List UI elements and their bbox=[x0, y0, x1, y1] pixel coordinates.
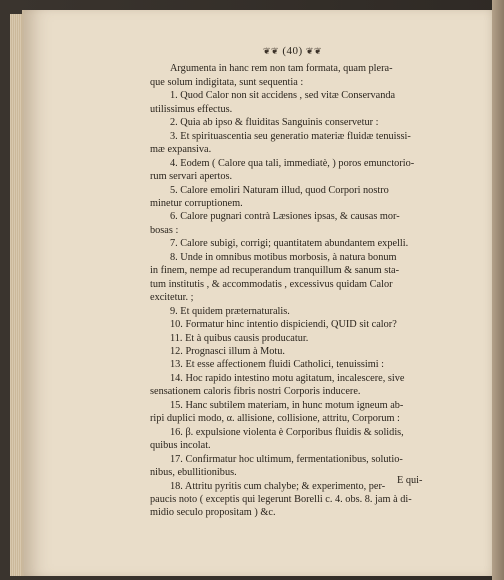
text-line: 16. β. expulsione violenta è Corporibus fluidis & solidis, bbox=[170, 426, 404, 438]
text-line: 4. Eodem ( Calore qua tali, immediatè, ) poros emunctorio- bbox=[170, 157, 415, 169]
text-line: ripi duplici modo, α. allisione, collisione, attritu, Corporum : bbox=[150, 413, 400, 425]
text-line: quibus incolat. bbox=[150, 440, 211, 452]
text-line: 18. Attritu pyritis cum chalybe; & experimento, per- bbox=[170, 480, 386, 492]
text-line: 14. Hoc rapido intestino motu agitatum, incalescere, sive bbox=[170, 372, 405, 384]
text-line: 1. Quod Calor non sit accidens , sed vitæ Conservanda bbox=[170, 90, 396, 102]
catchword: E qui- bbox=[397, 475, 423, 486]
text-line: Argumenta in hanc rem non tam formata, quam plera- bbox=[170, 63, 393, 75]
text-line: 3. Et spirituascentia seu generatio materiæ fluidæ tenuissi- bbox=[170, 130, 411, 142]
text-line: 7. Calore subigi, corrigi; quantitatem abundantem expelli. bbox=[170, 238, 409, 250]
text-line: utilissimus effectus. bbox=[150, 103, 233, 115]
text-line: 5. Calore emoliri Naturam illud, quod Corpori nostro bbox=[170, 184, 389, 196]
text-line: excitetur. ; bbox=[150, 292, 194, 304]
page-text bbox=[150, 45, 435, 520]
text-line: 13. Et esse affectionem fluidi Catholici, tenuissimi : bbox=[170, 359, 385, 371]
text-line: 12. Prognasci illum à Motu. bbox=[170, 345, 285, 357]
text-line: paucis noto ( exceptis qui legerunt Borelli c. 4. obs. 8. jam à di- bbox=[150, 493, 412, 505]
text-line: 17. Confirmatur hoc ultimum, fermentationibus, solutio- bbox=[170, 453, 403, 465]
ornament-left-icon: ❦❦ bbox=[262, 46, 280, 56]
ornament-right-icon: ❦❦ bbox=[305, 46, 322, 56]
text-line: bosas : bbox=[150, 224, 179, 236]
text-line: 6. Calore pugnari contrà Læsiones ipsas, & causas mor- bbox=[170, 211, 400, 223]
text-line: 2. Quia ab ipso & fluiditas Sanguinis conservetur : bbox=[170, 117, 379, 129]
text-line: 8. Unde in omnibus motibus morbosis, à natura bonum bbox=[170, 251, 397, 263]
text-line: mæ expansiva. bbox=[150, 144, 212, 156]
text-line: nibus, ebullitionibus. bbox=[150, 467, 237, 479]
text-line: midio seculo propositam ) &c. bbox=[150, 507, 276, 519]
text-line: tum institutis , & accommodatis , excessivus quidam Calor bbox=[150, 278, 393, 290]
page-number: (40) bbox=[282, 45, 303, 57]
text-line: sensationem caloris fibris nostri Corporis inducere. bbox=[150, 386, 361, 398]
text-line: 15. Hanc subtilem materiam, in hunc motum igneum ab- bbox=[170, 399, 404, 411]
text-line: minetur corruptionem. bbox=[150, 197, 243, 209]
facing-page-edge bbox=[492, 0, 504, 580]
page-header bbox=[150, 45, 435, 58]
text-line: que solum indigitata, sunt sequentia : bbox=[150, 76, 304, 88]
text-line: rum servari apertos. bbox=[150, 171, 233, 183]
text-line: 11. Et à quibus causis producatur. bbox=[170, 332, 309, 344]
text-line: 9. Et quidem præternaturalis. bbox=[170, 305, 290, 317]
text-line: 10. Formatur hinc intentio dispiciendi, QUID sit calor? bbox=[170, 319, 397, 331]
text-line: in finem, nempe ad recuperandum tranquillum & sanum sta- bbox=[150, 265, 400, 277]
